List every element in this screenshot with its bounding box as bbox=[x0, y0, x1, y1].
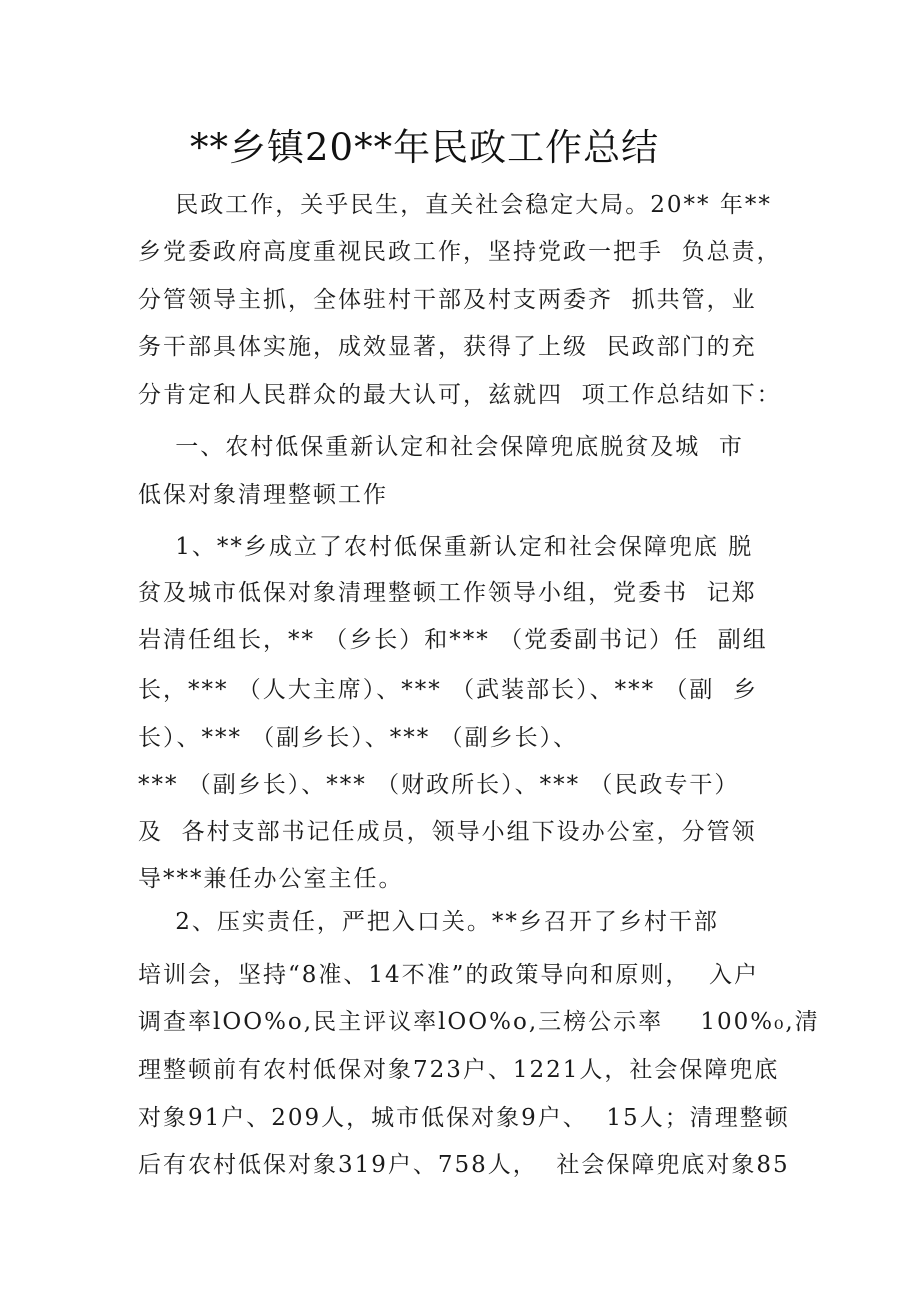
paragraph-line: 调查率lOO%o,民主评议率lOO%o,三榜公示率 100%₀,清 bbox=[138, 1009, 820, 1035]
paragraph-line: 培训会，坚持“8准、14不准”的政策导向和原则， 入户 bbox=[138, 962, 760, 988]
paragraph-line: 长）、*** （副乡长）、*** （副乡长）、 bbox=[138, 725, 579, 751]
paragraph-line: 乡党委政府高度重视民政工作，坚持党政一把手 负总责， bbox=[138, 239, 782, 265]
paragraph-line: 1、**乡成立了农村低保重新认定和社会保障兜底 脱 bbox=[138, 534, 754, 560]
section-heading-line: 低保对象清理整顿工作 bbox=[138, 482, 388, 508]
paragraph-line: 后有农村低保对象319户、758人， 社会保障兜底对象85 bbox=[138, 1152, 790, 1178]
paragraph-line: 对象91户、209人，城市低保对象9户、 15人；清理整顿 bbox=[138, 1105, 790, 1131]
paragraph-line: 分肯定和人民群众的最大认可，兹就四 项工作总结如下： bbox=[138, 382, 782, 408]
paragraph-line: 贫及城市低保对象清理整顿工作领导小组，党委书 记郑 bbox=[138, 580, 757, 606]
paragraph-line: *** （副乡长）、*** （财政所长）、*** （民政专干） bbox=[138, 772, 740, 798]
section-heading-line: 一、农村低保重新认定和社会保障兜底脱贫及城 市 bbox=[138, 434, 744, 460]
paragraph-line: 务干部具体实施，成效显著，获得了上级 民政部门的充 bbox=[138, 334, 757, 360]
paragraph-line: 岩清任组长，** （乡长）和*** （党委副书记）任 副组 bbox=[138, 627, 768, 653]
paragraph-line: 理整顿前有农村低保对象723户、1221人，社会保障兜底 bbox=[138, 1057, 780, 1083]
paragraph-line: 分管领导主抓，全体驻村干部及村支两委齐 抓共管，业 bbox=[138, 287, 757, 313]
paragraph-line: 2、压实责任，严把入口关。**乡召开了乡村干部 bbox=[138, 909, 719, 935]
paragraph-line: 导***兼任办公室主任。 bbox=[138, 866, 404, 892]
paragraph-line: 及 各村支部书记任成员，领导小组下设办公室，分管领 bbox=[138, 819, 757, 845]
document-title: **乡镇20**年民政工作总结 bbox=[190, 126, 660, 169]
paragraph-line: 长，*** （人大主席）、*** （武装部长）、*** （副 乡 bbox=[138, 677, 759, 703]
paragraph-line: 民政工作，关乎民生，直关社会稳定大局。20** 年** bbox=[138, 192, 772, 218]
